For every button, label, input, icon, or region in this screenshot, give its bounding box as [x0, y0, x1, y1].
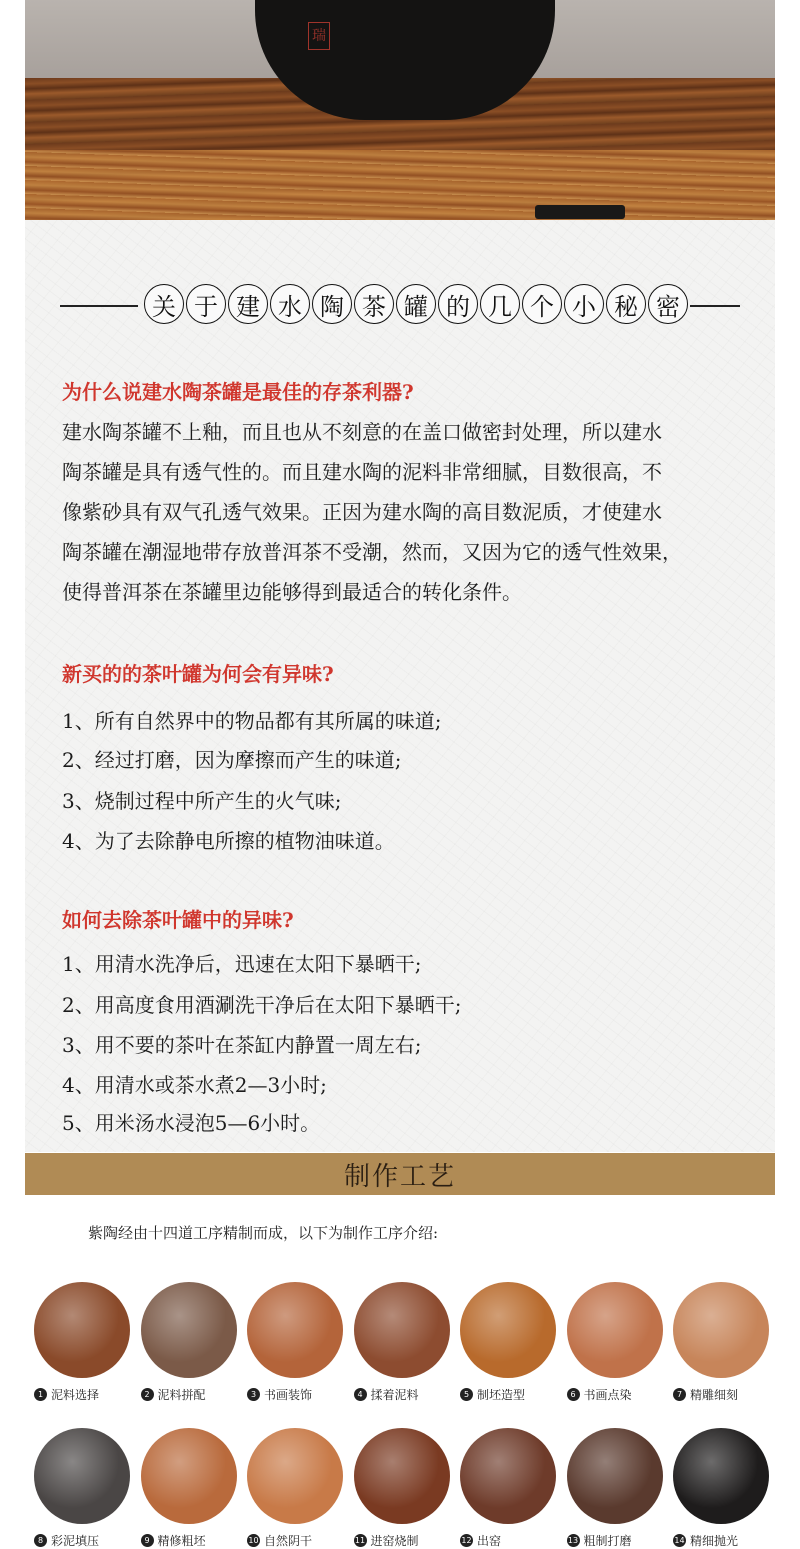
step-label: 精雕细刻	[690, 1388, 739, 1402]
step-label: 进窑烧制	[370, 1534, 419, 1548]
title-char: 几	[480, 284, 520, 324]
list-item: 3、烧制过程中所产生的火气味;	[62, 789, 342, 813]
step-photo	[567, 1428, 663, 1524]
step-caption	[567, 1386, 663, 1403]
step-photo	[460, 1282, 556, 1378]
step-photo	[673, 1282, 769, 1378]
step-label: 精修粗坯	[157, 1534, 206, 1548]
step-photo	[141, 1428, 237, 1524]
craft-step	[673, 1282, 769, 1403]
step-caption	[247, 1386, 343, 1403]
step-caption	[141, 1386, 237, 1403]
answer-line: 建水陶茶罐不上釉，而且也从不刻意的在盖口做密封处理，所以建水	[62, 420, 662, 444]
step-label: 粗制打磨	[583, 1534, 632, 1548]
step-label: 制坯造型	[477, 1388, 526, 1402]
step-photo	[34, 1282, 130, 1378]
title-char: 于	[186, 284, 226, 324]
title-char: 建	[228, 284, 268, 324]
step-photo	[567, 1282, 663, 1378]
craft-step	[354, 1428, 450, 1549]
step-caption	[34, 1532, 130, 1549]
title-characters	[144, 284, 688, 324]
title-char: 密	[648, 284, 688, 324]
step-label: 书画点染	[583, 1388, 632, 1402]
section-title	[60, 284, 740, 328]
step-number: 13	[567, 1536, 579, 1545]
step-label: 彩泥填压	[51, 1534, 100, 1548]
step-number: 7	[673, 1388, 686, 1401]
question-2: 新买的的茶叶罐为何会有异味?	[62, 662, 334, 686]
craft-step	[247, 1428, 343, 1549]
list-item: 1、所有自然界中的物品都有其所属的味道;	[62, 709, 442, 733]
question-3: 如何去除茶叶罐中的异味?	[62, 908, 294, 932]
step-photo	[34, 1428, 130, 1524]
title-char: 茶	[354, 284, 394, 324]
step-caption	[673, 1386, 769, 1403]
step-photo	[673, 1428, 769, 1524]
title-char: 关	[144, 284, 184, 324]
craft-banner-title: 制作工艺	[343, 1161, 456, 1192]
title-char: 的	[438, 284, 478, 324]
hero-photo	[25, 0, 775, 220]
step-label: 书画装饰	[264, 1388, 313, 1402]
answer-1-paragraph	[62, 412, 752, 612]
stand-foot	[535, 205, 625, 219]
list-item: 4、为了去除静电所擦的植物油味道。	[62, 829, 395, 853]
step-caption	[354, 1532, 450, 1549]
step-caption	[567, 1532, 663, 1549]
list-item: 2、经过打磨，因为摩擦而产生的味道;	[62, 748, 402, 772]
step-number: 8	[34, 1534, 47, 1547]
step-number: 1	[34, 1388, 47, 1401]
step-number: 2	[141, 1388, 154, 1401]
title-char: 小	[564, 284, 604, 324]
answer-line: 使得普洱茶在茶罐里边能够得到最适合的转化条件。	[62, 580, 522, 604]
craft-step	[673, 1428, 769, 1549]
craft-step	[141, 1428, 237, 1549]
craft-step	[460, 1428, 556, 1549]
craft-intro: 紫陶经由十四道工序精制而成，以下为制作工序介绍:	[88, 1224, 439, 1242]
title-rule-right	[690, 305, 740, 307]
step-number: 14	[674, 1536, 685, 1545]
wooden-stand-edge	[25, 150, 775, 220]
title-rule-left	[60, 305, 138, 307]
step-photo	[460, 1428, 556, 1524]
step-caption	[460, 1532, 556, 1549]
step-photo	[141, 1282, 237, 1378]
step-number: 10	[248, 1536, 259, 1545]
step-photo	[354, 1282, 450, 1378]
question-1: 为什么说建水陶茶罐是最佳的存茶利器?	[62, 380, 414, 404]
step-label: 泥料拼配	[157, 1388, 206, 1402]
step-number: 4	[354, 1388, 367, 1401]
step-caption	[247, 1532, 343, 1549]
title-char: 水	[270, 284, 310, 324]
step-number: 3	[247, 1388, 260, 1401]
step-label: 泥料选择	[51, 1388, 100, 1402]
answer-line: 陶茶罐在潮湿地带存放普洱茶不受潮，然而，又因为它的透气性效果，	[62, 540, 682, 564]
craft-step	[141, 1282, 237, 1403]
craft-step	[34, 1282, 130, 1403]
step-caption	[673, 1532, 769, 1549]
craft-step	[247, 1282, 343, 1403]
step-label: 揉着泥料	[370, 1388, 419, 1402]
step-photo	[247, 1282, 343, 1378]
list-item: 4、用清水或茶水煮2—3小时;	[62, 1073, 327, 1097]
list-item: 2、用高度食用酒涮洗干净后在太阳下暴晒干;	[62, 993, 462, 1017]
step-caption	[141, 1532, 237, 1549]
tips-section	[25, 220, 775, 1152]
title-char: 个	[522, 284, 562, 324]
title-char: 陶	[312, 284, 352, 324]
seal-stamp: 瑞	[308, 22, 330, 50]
step-photo	[354, 1428, 450, 1524]
step-number: 12	[461, 1536, 472, 1545]
step-caption	[34, 1386, 130, 1403]
craft-step	[567, 1282, 663, 1403]
step-number: 5	[460, 1388, 473, 1401]
step-number: 6	[567, 1388, 580, 1401]
answer-line: 像紫砂具有双气孔透气效果。正因为建水陶的高目数泥质，才使建水	[62, 500, 662, 524]
list-item: 1、用清水洗净后，迅速在太阳下暴晒干;	[62, 952, 422, 976]
answer-line: 陶茶罐是具有透气性的。而且建水陶的泥料非常细腻，目数很高，不	[62, 460, 662, 484]
step-caption	[354, 1386, 450, 1403]
step-photo	[247, 1428, 343, 1524]
craft-step	[567, 1428, 663, 1549]
step-label: 精细抛光	[690, 1534, 739, 1548]
step-caption	[460, 1386, 556, 1403]
craft-step	[354, 1282, 450, 1403]
step-number: 9	[141, 1534, 154, 1547]
step-label: 出窑	[477, 1534, 502, 1548]
craft-step	[34, 1428, 130, 1549]
step-number: 11	[354, 1536, 366, 1545]
list-item: 5、用米汤水浸泡5—6小时。	[62, 1111, 321, 1135]
title-char: 秘	[606, 284, 646, 324]
craft-step	[460, 1282, 556, 1403]
step-label: 自然阴干	[264, 1534, 313, 1548]
title-char: 罐	[396, 284, 436, 324]
craft-banner	[25, 1153, 775, 1195]
list-item: 3、用不要的茶叶在茶缸内静置一周左右;	[62, 1033, 422, 1057]
